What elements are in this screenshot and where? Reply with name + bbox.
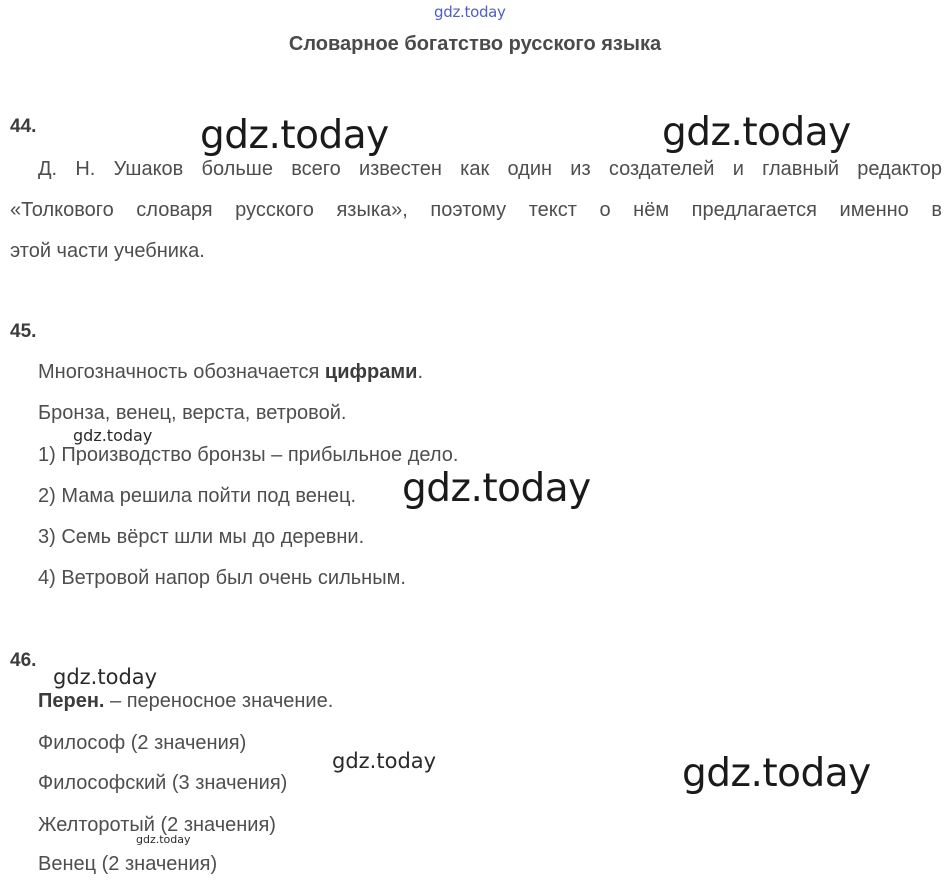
watermark: gdz.today (136, 833, 191, 846)
exercise-46-def-bold: Перен. (38, 690, 105, 712)
watermark: gdz.today (332, 749, 437, 773)
exercise-44-line-2: «Толкового словаря русского языка», поэтому текст о нём предлагается именно в (10, 199, 942, 221)
exercise-45-item-1: 1) Производство бронзы – прибыльное дело. (38, 444, 459, 466)
watermark: gdz.today (682, 751, 871, 796)
exercise-45-item-4: 4) Ветровой напор был очень сильным. (38, 567, 406, 589)
watermark: gdz.today (73, 426, 153, 445)
exercise-44-line-1: Д. Н. Ушаков больше всего известен как один из создателей и главный редактор (38, 158, 942, 180)
exercise-46-def-rest: – переносное значение. (104, 690, 334, 712)
exercise-44-text (10, 149, 942, 272)
exercise-46-item-3: Желторотый (2 значения) (38, 814, 276, 836)
exercise-46-definition (38, 690, 333, 713)
watermark: gdz.today (53, 665, 158, 689)
exercise-46-item-2: Философский (3 значения) (38, 772, 288, 794)
exercise-45-item-2: 2) Мама решила пойти под венец. (38, 485, 357, 507)
exercise-45-item-3: 3) Семь вёрст шли мы до деревни. (38, 526, 365, 548)
page-title: Словарное богатство русского языка (288, 33, 662, 55)
watermark: gdz.today (402, 466, 591, 511)
exercise-45-intro-suffix: . (417, 361, 423, 383)
exercise-46-item-4: Венец (2 значения) (38, 853, 218, 875)
exercise-46-number: 46. (10, 650, 37, 671)
watermark: gdz.today (662, 110, 851, 155)
exercise-45-number: 45. (10, 321, 37, 342)
exercise-44-line-3: этой части учебника. (10, 240, 205, 262)
watermark: gdz.today (200, 113, 389, 158)
watermark-top: gdz.today (434, 3, 506, 21)
exercise-45-intro-bold: цифрами (324, 361, 418, 383)
exercise-44-number: 44. (10, 116, 37, 137)
exercise-45-intro-prefix: Многозначность обозначается (38, 361, 325, 383)
exercise-45-intro (38, 361, 423, 384)
exercise-45-words: Бронза, венец, верста, ветровой. (38, 402, 347, 424)
exercise-46-item-1: Философ (2 значения) (38, 732, 247, 754)
